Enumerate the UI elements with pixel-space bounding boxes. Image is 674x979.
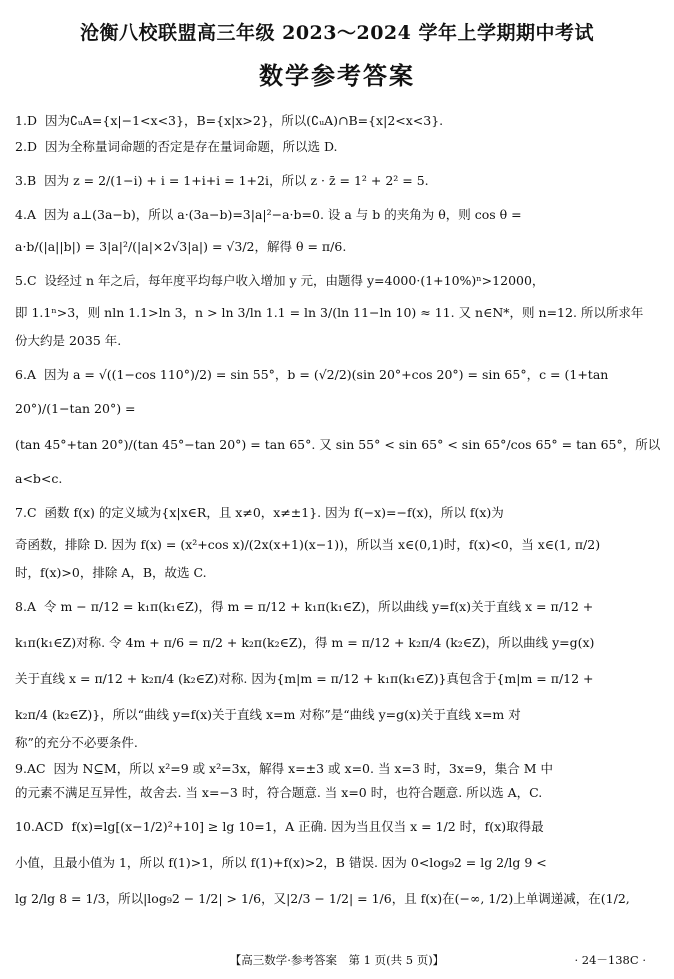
answer-item-9	[15, 760, 665, 802]
item-line: a·b/(|a||b|) = 3|a|²/(|a|×2√3|a|) = √3/2，解得 θ = π/6.	[15, 239, 347, 254]
item-line: 函数 f(x) 的定义域为{x|x∈R，且 x≠0，x≠±1}. 因为 f(−x)=−f(x)，所以 f(x)为	[44, 505, 504, 520]
item-line: 小值，且最小值为 1，所以 f(1)>1，所以 f(1)+f(x)>2，B 错误. 因为 0<log₉2 = lg 2/lg 9 <	[15, 855, 547, 870]
item-number: 5.	[15, 273, 27, 288]
answer-item-8	[15, 590, 665, 752]
item-line: f(x)=lg[(x−1/2)²+10] ≥ lg 10=1，A 正确. 因为当且仅当 x = 1/2 时，f(x)取得最	[71, 819, 544, 834]
item-answer: A	[26, 207, 36, 222]
item-number: 7.	[15, 505, 27, 520]
item-line: 即 1.1ⁿ>3，则 nln 1.1>ln 3，n > ln 3/ln 1.1 = ln 3/(ln 11−ln 10) ≈ 11. 又 n∈N*，则 n=12. 所以所求年	[15, 305, 644, 320]
item-number: 4.	[15, 207, 27, 222]
footer-page-info: 【高三数学·参考答案 第 1 页(共 5 页)】	[229, 953, 445, 967]
item-answer: D	[26, 139, 37, 154]
answer-item-10	[15, 810, 665, 916]
item-line: 设经过 n 年之后，每年度平均每户收入增加 y 元，由题得 y=4000·(1+10%)ⁿ>12000，	[44, 273, 545, 288]
item-line: 称”的充分不必要条件.	[15, 735, 138, 750]
item-number: 1.	[15, 113, 27, 128]
item-line: 因为 a = √((1−cos 110°)/2) = sin 55°，b = (√2/2)(sin 20°+cos 20°) = sin 65°，c = (1+tan 20°)/(1−tan 20°) =	[15, 367, 609, 416]
item-line: 因为 z = 2/(1−i) + i = 1+i+i = 1+2i，所以 z · z̄ = 1² + 2² = 5.	[44, 173, 429, 188]
item-line: (tan 45°+tan 20°)/(tan 45°−tan 20°) = tan 65°. 又 sin 55° < sin 65° < sin 65°/cos 65° = tan 65°，所以 a<b<c.	[15, 437, 661, 486]
item-line: 令 m − π/12 = k₁π(k₁∈Z)，得 m = π/12 + k₁π(k₁∈Z)，所以曲线 y=f(x)关于直线 x = π/12 +	[43, 599, 594, 614]
item-line: lg 2/lg 8 = 1/3，所以|log₉2 − 1/2| > 1/6，又|2/3 − 1/2| = 1/6，且 f(x)在(−∞, 1/2)上单调递减，在(1/2,	[15, 891, 630, 906]
answers-list	[15, 112, 665, 924]
item-answer: ACD	[34, 819, 64, 834]
item-line: 因为∁ᵤA={x|−1<x<3}，B={x|x>2}，所以(∁ᵤA)∩B={x|2<x<3}.	[44, 113, 444, 128]
item-answer: A	[26, 599, 36, 614]
item-line: 时，f(x)>0，排除 A，B，故选 C.	[15, 565, 207, 580]
item-answer: C	[26, 273, 37, 288]
answer-item-7	[15, 504, 665, 582]
item-number: 2.	[15, 139, 27, 154]
item-answer: C	[26, 505, 37, 520]
item-line: k₁π(k₁∈Z)对称. 令 4m + π/6 = π/2 + k₂π(k₂∈Z)，得 m = π/12 + k₂π/4 (k₂∈Z)，所以曲线 y=g(x)	[15, 635, 595, 650]
answer-item-5	[15, 272, 665, 350]
answer-item-3	[15, 164, 665, 198]
item-line: 的元素不满足互异性，故舍去. 当 x=−3 时，符合题意. 当 x=0 时，也符合题意. 所以选 A，C.	[15, 785, 543, 800]
item-line: 关于直线 x = π/12 + k₂π/4 (k₂∈Z)对称. 因为{m|m = π/12 + k₁π(k₁∈Z)}真包含于{m|m = π/12 +	[15, 671, 594, 686]
footer-code: · 24－138C ·	[574, 953, 646, 967]
item-line: 份大约是 2035 年.	[15, 333, 122, 348]
item-number: 8.	[15, 599, 27, 614]
item-answer: B	[26, 173, 37, 188]
exam-title: 沧衡八校联盟高三年级 2023～2024 学年上学期期中考试	[80, 22, 594, 44]
item-line: 因为全称量词命题的否定是存在量词命题，所以选 D.	[44, 139, 338, 154]
answer-item-1	[15, 112, 665, 130]
item-number: 6.	[15, 367, 27, 382]
item-answer: A	[26, 367, 36, 382]
item-line: 奇函数，排除 D. 因为 f(x) = (x²+cos x)/(2x(x+1)(x−1))，所以当 x∈(0,1)时，f(x)<0，当 x∈(1, π/2)	[15, 537, 601, 552]
item-number: 3.	[15, 173, 27, 188]
item-number: 10.	[15, 819, 35, 834]
item-line: 因为 a⊥(3a−b)，所以 a·(3a−b)=3|a|²−a·b=0. 设 a 与 b 的夹角为 θ，则 cos θ =	[43, 207, 522, 222]
answer-key-title: 数学参考答案	[259, 61, 415, 90]
answer-item-6	[15, 358, 665, 496]
item-answer: AC	[26, 761, 46, 776]
item-line: k₂π/4 (k₂∈Z)}，所以“曲线 y=f(x)关于直线 x=m 对称”是“曲线 y=g(x)关于直线 x=m 对	[15, 707, 521, 722]
item-answer: D	[26, 113, 37, 128]
answer-item-2	[15, 138, 665, 156]
item-number: 9.	[15, 761, 27, 776]
answer-item-4	[15, 206, 665, 264]
item-line: 因为 N⊆M，所以 x²=9 或 x²=3x，解得 x=±3 或 x=0. 当 x=3 时，3x=9，集合 M 中	[53, 761, 554, 776]
